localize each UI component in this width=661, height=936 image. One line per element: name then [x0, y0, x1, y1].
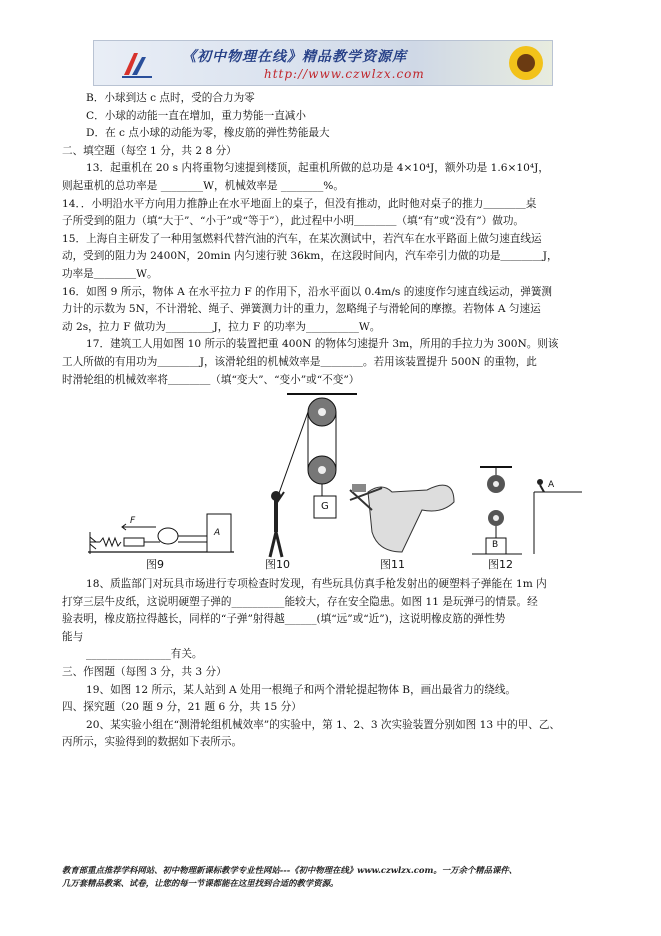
text-line: 时滑轮组的机械效率将＿＿＿＿（填“变大”、“变小”或“不变”）	[62, 373, 360, 386]
text-line: ________________有关。	[86, 648, 203, 661]
text-line: 验表明，橡皮筋拉得越长，同样的“子弹”射得越______(填“远”或“近”)，这说明橡皮筋的弹性势	[62, 613, 506, 626]
text-line: 子所受到的阻力（填“大于”、“小于”或“等于”），此过程中小明＿＿＿＿（填“有”或“没有”）做功。	[62, 215, 525, 228]
sunflower-icon	[506, 43, 546, 83]
text-line: 工人所做的有用功为＿＿＿＿J，该滑轮组的机械效率是＿＿＿＿。若用该装置提升 500N 的重物，此	[62, 355, 537, 368]
label-A2: A	[548, 480, 555, 490]
question-text-top	[62, 90, 602, 389]
figure-12-drawing	[472, 467, 582, 554]
text-line: 17．建筑工人用如图 10 所示的装置把重 400N 的物体匀速提升 3m，所用的手拉力为 300N。则该	[86, 338, 559, 351]
banner-url[interactable]: http://www.czwlzx.com	[264, 67, 425, 81]
text-line: 20、某实验小组在“测滑轮组机械效率”的实验中，第 1、2、3 次实验装置分别如图 13 中的甲、乙、	[86, 718, 561, 731]
label-B: B	[492, 540, 499, 550]
text-line: 三、作图题（每图 3 分，共 3 分）	[62, 665, 227, 678]
figures-row	[82, 392, 582, 582]
text-line: D．在 c 点小球的动能为零，橡皮筋的弹性势能最大	[86, 127, 330, 140]
text-line: 丙所示，实验得到的数据如下表所示。	[62, 736, 243, 749]
text-line: 15．上海自主研发了一种用氢燃料代替汽油的汽车，在某次测试中，若汽车在水平路面上做匀速直线运	[62, 232, 542, 245]
text-line: 13．起重机在 20 s 内将重物匀速提到楼顶，起重机所做的总功是 4×10⁴J，额外功是 1.6×10⁴J，	[86, 162, 549, 175]
text-line: 力计的示数为 5N，不计滑轮、绳子、弹簧测力计的重力，忽略绳子与滑轮间的摩擦。若物体 A 匀速运	[62, 303, 541, 316]
label-F: F	[130, 516, 136, 526]
page-footer	[62, 864, 607, 890]
text-line: 打穿三层牛皮纸，这说明硬塑子弹的__________能较大，存在安全隐患。如图 11 是玩弹弓的情景。经	[62, 595, 538, 608]
text-line: 能与	[62, 630, 84, 643]
figure-11-drawing	[350, 484, 454, 552]
text-line: 动，受到的阻力为 2400N，20min 内匀速行驶 36km，在这段时间内，汽车牵引力做的功是＿＿＿＿J，	[62, 250, 558, 263]
text-line: 16．如图 9 所示，物体 A 在水平拉力 F 的作用下，沿水平面以 0.4m/s 的速度作匀速直线运动，弹簧测	[62, 285, 553, 298]
text-line: C．小球的动能一直在增加，重力势能一直减小	[86, 109, 306, 122]
banner-title: 《初中物理在线》精品教学资源库	[182, 49, 407, 65]
text-line: 19、如图 12 所示，某人站到 A 处用一根绳子和两个滑轮提起物体 B，画出最省力的绕线。	[86, 683, 517, 696]
figure-12-caption: 图12	[488, 558, 513, 571]
figure-11-caption: 图11	[380, 558, 405, 571]
text-line: 18、质监部门对玩具市场进行专项检查时发现，有些玩具仿真手枪发射出的硬塑料子弹能在 1m 内	[86, 578, 547, 590]
text-line: 二、填空题（每空 1 分，共 2 8 分）	[62, 144, 237, 157]
text-line: B．小球到达 c 点时，受的合力为零	[86, 92, 255, 104]
header-banner	[93, 40, 553, 86]
figure-9-drawing	[88, 514, 234, 554]
figure-10-caption: 图10	[265, 558, 290, 571]
footer-line-1: 教育部重点推荐学科网站、初中物理新课标教学专业性网站---《初中物理在线》www.czwlzx.com。一万余个精品课件、	[62, 865, 518, 875]
text-line: 14．．小明沿水平方向用力推静止在水平地面上的桌子，但没有推动，此时他对桌子的推力＿＿＿＿桌	[62, 197, 537, 210]
text-line: 功率是＿＿＿＿W。	[62, 267, 158, 280]
label-G: G	[321, 501, 329, 512]
site-logo-icon	[120, 49, 154, 79]
text-line: 动 2s，拉力 F 做功为_________J，拉力 F 的功率为__________W。	[62, 320, 381, 333]
label-A: A	[214, 528, 221, 538]
text-line: 四、探究题（20 题 9 分，21 题 6 分，共 15 分）	[62, 701, 302, 714]
text-line: 则起重机的总功率是 ________W，机械效率是 ________%。	[62, 179, 344, 192]
figure-10-drawing	[270, 394, 357, 557]
figure-9-caption: 图9	[146, 558, 164, 571]
question-text-bottom	[62, 576, 602, 752]
footer-line-2: 几万套精品教案、试卷，让您的每一节课都能在这里找到合适的教学资源。	[62, 878, 339, 888]
